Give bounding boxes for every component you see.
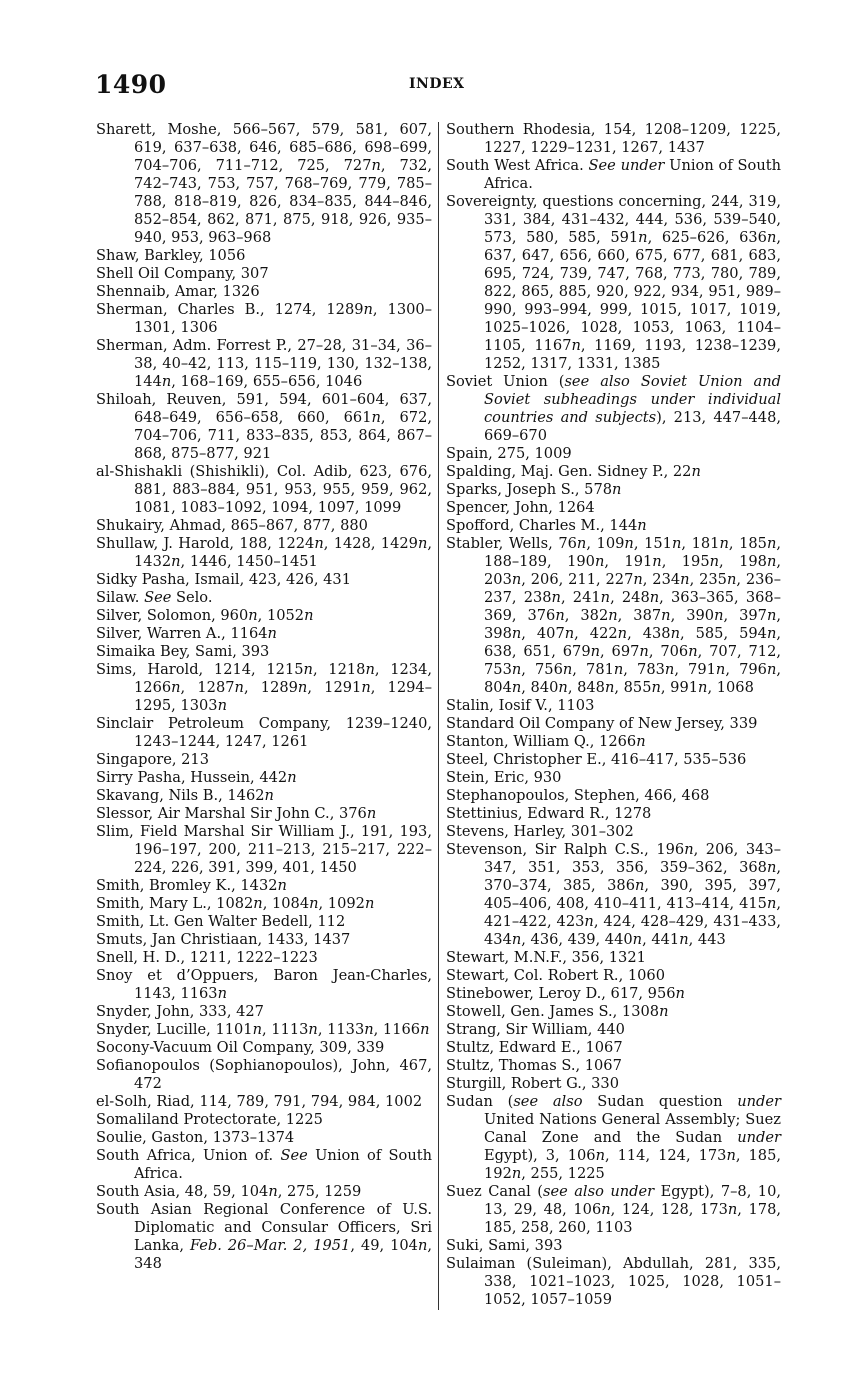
index-entry: Smith, Mary L., 1082n, 1084n, 1092n: [96, 895, 375, 912]
index-entry: Stultz, Edward E., 1067: [446, 1039, 623, 1056]
index-entry: Suki, Sami, 393: [446, 1237, 563, 1254]
index-entry: Stultz, Thomas S., 1067: [446, 1057, 622, 1074]
index-entry: Sharett, Moshe, 566–567, 579, 581, 607, 619, 637–638, 646, 685–686, 698–699, 704–706, 711–712, 725, 727n, 732, 742–743, 753, 757, 768–769, 779, 785–788, 818–819, 826, 834–835, 844–846, 852–854, 862, 871, 875, 918, 926, 935–940, 953, 963–968: [96, 121, 432, 246]
index-entry: Sturgill, Robert G., 330: [446, 1075, 620, 1092]
index-entry: Shaw, Barkley, 1056: [96, 247, 246, 264]
index-entry: Sulaiman (Suleiman), Abdullah, 281, 335, 338, 1021–1023, 1025, 1028, 1051–1052, 1057–1059: [446, 1255, 781, 1308]
index-entry: Silver, Warren A., 1164n: [96, 625, 277, 642]
index-entry: Steel, Christopher E., 416–417, 535–536: [446, 751, 747, 768]
index-entry: Suez Canal (see also under Egypt), 7–8, 10, 13, 29, 48, 106n, 124, 128, 173n, 178, 185, 258, 260, 1103: [446, 1183, 782, 1236]
running-head: INDEX: [409, 76, 465, 92]
index-entry: Southern Rhodesia, 154, 1208–1209, 1225, 1227, 1229–1231, 1267, 1437: [446, 121, 781, 156]
index-entry: Singapore, 213: [96, 751, 209, 768]
index-entry: Stowell, Gen. James S., 1308n: [446, 1003, 669, 1020]
index-entry: Shell Oil Company, 307: [96, 265, 269, 282]
index-entry: Spalding, Maj. Gen. Sidney P., 22n: [446, 463, 701, 480]
index-entry: Stinebower, Leroy D., 617, 956n: [446, 985, 685, 1002]
index-entry: Smith, Lt. Gen Walter Bedell, 112: [96, 913, 346, 930]
index-entry: Shiloah, Reuven, 591, 594, 601–604, 637, 648–649, 656–658, 660, 661n, 672, 704–706, 711, 833–835, 853, 864, 867–868, 875–877, 921: [96, 391, 432, 462]
index-entry: Sirry Pasha, Hussein, 442n: [96, 769, 297, 786]
index-entry: Silaw. See Selo.: [96, 589, 213, 606]
index-entry: Stevens, Harley, 301–302: [446, 823, 634, 840]
index-entry: Sherman, Adm. Forrest P., 27–28, 31–34, 36–38, 40–42, 113, 115–119, 130, 132–138, 144n, 168–169, 655–656, 1046: [96, 337, 432, 390]
index-entry: Simaika Bey, Sami, 393: [96, 643, 270, 660]
index-entry: Stevenson, Sir Ralph C.S., 196n, 206, 343–347, 351, 353, 356, 359–362, 368n, 370–374, 385, 386n, 390, 395, 397, 405–406, 408, 410–411, 413–414, 415n, 421–422, 423n, 424, 428–429, 431–433, 434n, 436, 439, 440n, 441n, 443: [446, 841, 782, 948]
index-entry: Shullaw, J. Harold, 188, 1224n, 1428, 1429n, 1432n, 1446, 1450–1451: [96, 535, 432, 570]
index-entry: Spencer, John, 1264: [446, 499, 595, 516]
index-entry: el-Solh, Riad, 114, 789, 791, 794, 984, 1002: [96, 1093, 423, 1110]
index-entry: Slim, Field Marshal Sir William J., 191, 193, 196–197, 200, 211–213, 215–217, 222–224, 226, 391, 399, 401, 1450: [96, 823, 432, 876]
index-entry: Socony-Vacuum Oil Company, 309, 339: [96, 1039, 385, 1056]
index-entry: Stabler, Wells, 76n, 109n, 151n, 181n, 185n, 188–189, 190n, 191n, 195n, 198n, 203n, 206, 211, 227n, 234n, 235n, 236–237, 238n, 241n, 248n, 363–365, 368–369, 376n, 382n, 387n, 390n, 397n, 398n, 407n, 422n, 438n, 585, 594n, 638, 651, 679n, 697n, 706n, 707, 712, 753n, 756n, 781n, 783n, 791n, 796n, 804n, 840n, 848n, 855n, 991n, 1068: [446, 535, 782, 696]
index-entry: Smith, Bromley K., 1432n: [96, 877, 287, 894]
column-divider: [438, 122, 439, 1310]
index-column-left: [96, 121, 432, 1273]
index-entry: Sidky Pasha, Ismail, 423, 426, 431: [96, 571, 351, 588]
index-entry: Sovereignty, questions concerning, 244, 319, 331, 384, 431–432, 444, 536, 539–540, 573, 580, 585, 591n, 625–626, 636n, 637, 647, 656, 660, 675, 677, 681, 683, 695, 724, 739, 747, 768, 773, 780, 789, 822, 865, 885, 920, 922, 934, 951, 989–990, 993–994, 999, 1015, 1017, 1019, 1025–1026, 1028, 1053, 1063, 1104–1105, 1167n, 1169, 1193, 1238–1239, 1252, 1317, 1331, 1385: [446, 193, 781, 372]
index-entry: South Africa, Union of. See Union of South Africa.: [96, 1147, 433, 1182]
index-entry: Snyder, Lucille, 1101n, 1113n, 1133n, 1166n: [96, 1021, 430, 1038]
index-column-right: [446, 121, 781, 1309]
index-entry: Sherman, Charles B., 1274, 1289n, 1300–1301, 1306: [96, 301, 432, 336]
index-entry: Skavang, Nils B., 1462n: [96, 787, 274, 804]
index-entry: Spain, 275, 1009: [446, 445, 572, 462]
index-entry: Stettinius, Edward R., 1278: [446, 805, 652, 822]
index-entry: Shennaib, Amar, 1326: [96, 283, 260, 300]
index-entry: Snyder, John, 333, 427: [96, 1003, 264, 1020]
index-entry: Silver, Solomon, 960n, 1052n: [96, 607, 314, 624]
index-entry: Slessor, Air Marshal Sir John C., 376n: [96, 805, 377, 822]
index-entry: Sinclair Petroleum Company, 1239–1240, 1243–1244, 1247, 1261: [96, 715, 432, 750]
index-entry: Stephanopoulos, Stephen, 466, 468: [446, 787, 710, 804]
index-entry: Sudan (see also Sudan question under United Nations General Assembly; Suez Canal Zone and the Sudan under Egypt), 3, 106n, 114, 124, 173n, 185, 192n, 255, 1225: [446, 1093, 782, 1182]
index-entry: Snell, H. D., 1211, 1222–1223: [96, 949, 318, 966]
index-entry: Stewart, Col. Robert R., 1060: [446, 967, 665, 984]
index-entry: South Asian Regional Conference of U.S. Diplomatic and Consular Officers, Sri Lanka, Feb. 26–Mar. 2, 1951, 49, 104n, 348: [96, 1201, 433, 1272]
index-entry: Smuts, Jan Christiaan, 1433, 1437: [96, 931, 351, 948]
index-entry: Soulie, Gaston, 1373–1374: [96, 1129, 295, 1146]
index-entry: al-Shishakli (Shishikli), Col. Adib, 623, 676, 881, 883–884, 951, 953, 955, 959, 962, 1081, 1083–1092, 1094, 1097, 1099: [96, 463, 432, 516]
index-entry: South West Africa. See under Union of South Africa.: [446, 157, 781, 192]
index-entry: Spofford, Charles M., 144n: [446, 517, 647, 534]
index-entry: Stanton, William Q., 1266n: [446, 733, 646, 750]
index-entry: Stewart, M.N.F., 356, 1321: [446, 949, 646, 966]
page-number: 1490: [95, 70, 167, 99]
index-entry: Stalin, Iosif V., 1103: [446, 697, 595, 714]
index-entry: Sims, Harold, 1214, 1215n, 1218n, 1234, 1266n, 1287n, 1289n, 1291n, 1294–1295, 1303n: [96, 661, 432, 714]
index-entry: Stein, Eric, 930: [446, 769, 562, 786]
index-entry: Soviet Union (see also Soviet Union and Soviet subheadings under individual countries and subjects), 213, 447–448, 669–670: [446, 373, 781, 444]
index-entry: Snoy et d’Oppuers, Baron Jean-Charles, 1143, 1163n: [96, 967, 432, 1002]
index-entry: Shukairy, Ahmad, 865–867, 877, 880: [96, 517, 368, 534]
index-entry: Somaliland Protectorate, 1225: [96, 1111, 323, 1128]
index-entry: Strang, Sir William, 440: [446, 1021, 625, 1038]
index-entry: South Asia, 48, 59, 104n, 275, 1259: [96, 1183, 362, 1200]
index-entry: Sparks, Joseph S., 578n: [446, 481, 622, 498]
index-entry: Standard Oil Company of New Jersey, 339: [446, 715, 758, 732]
index-entry: Sofianopoulos (Sophianopoulos), John, 467, 472: [96, 1057, 432, 1092]
